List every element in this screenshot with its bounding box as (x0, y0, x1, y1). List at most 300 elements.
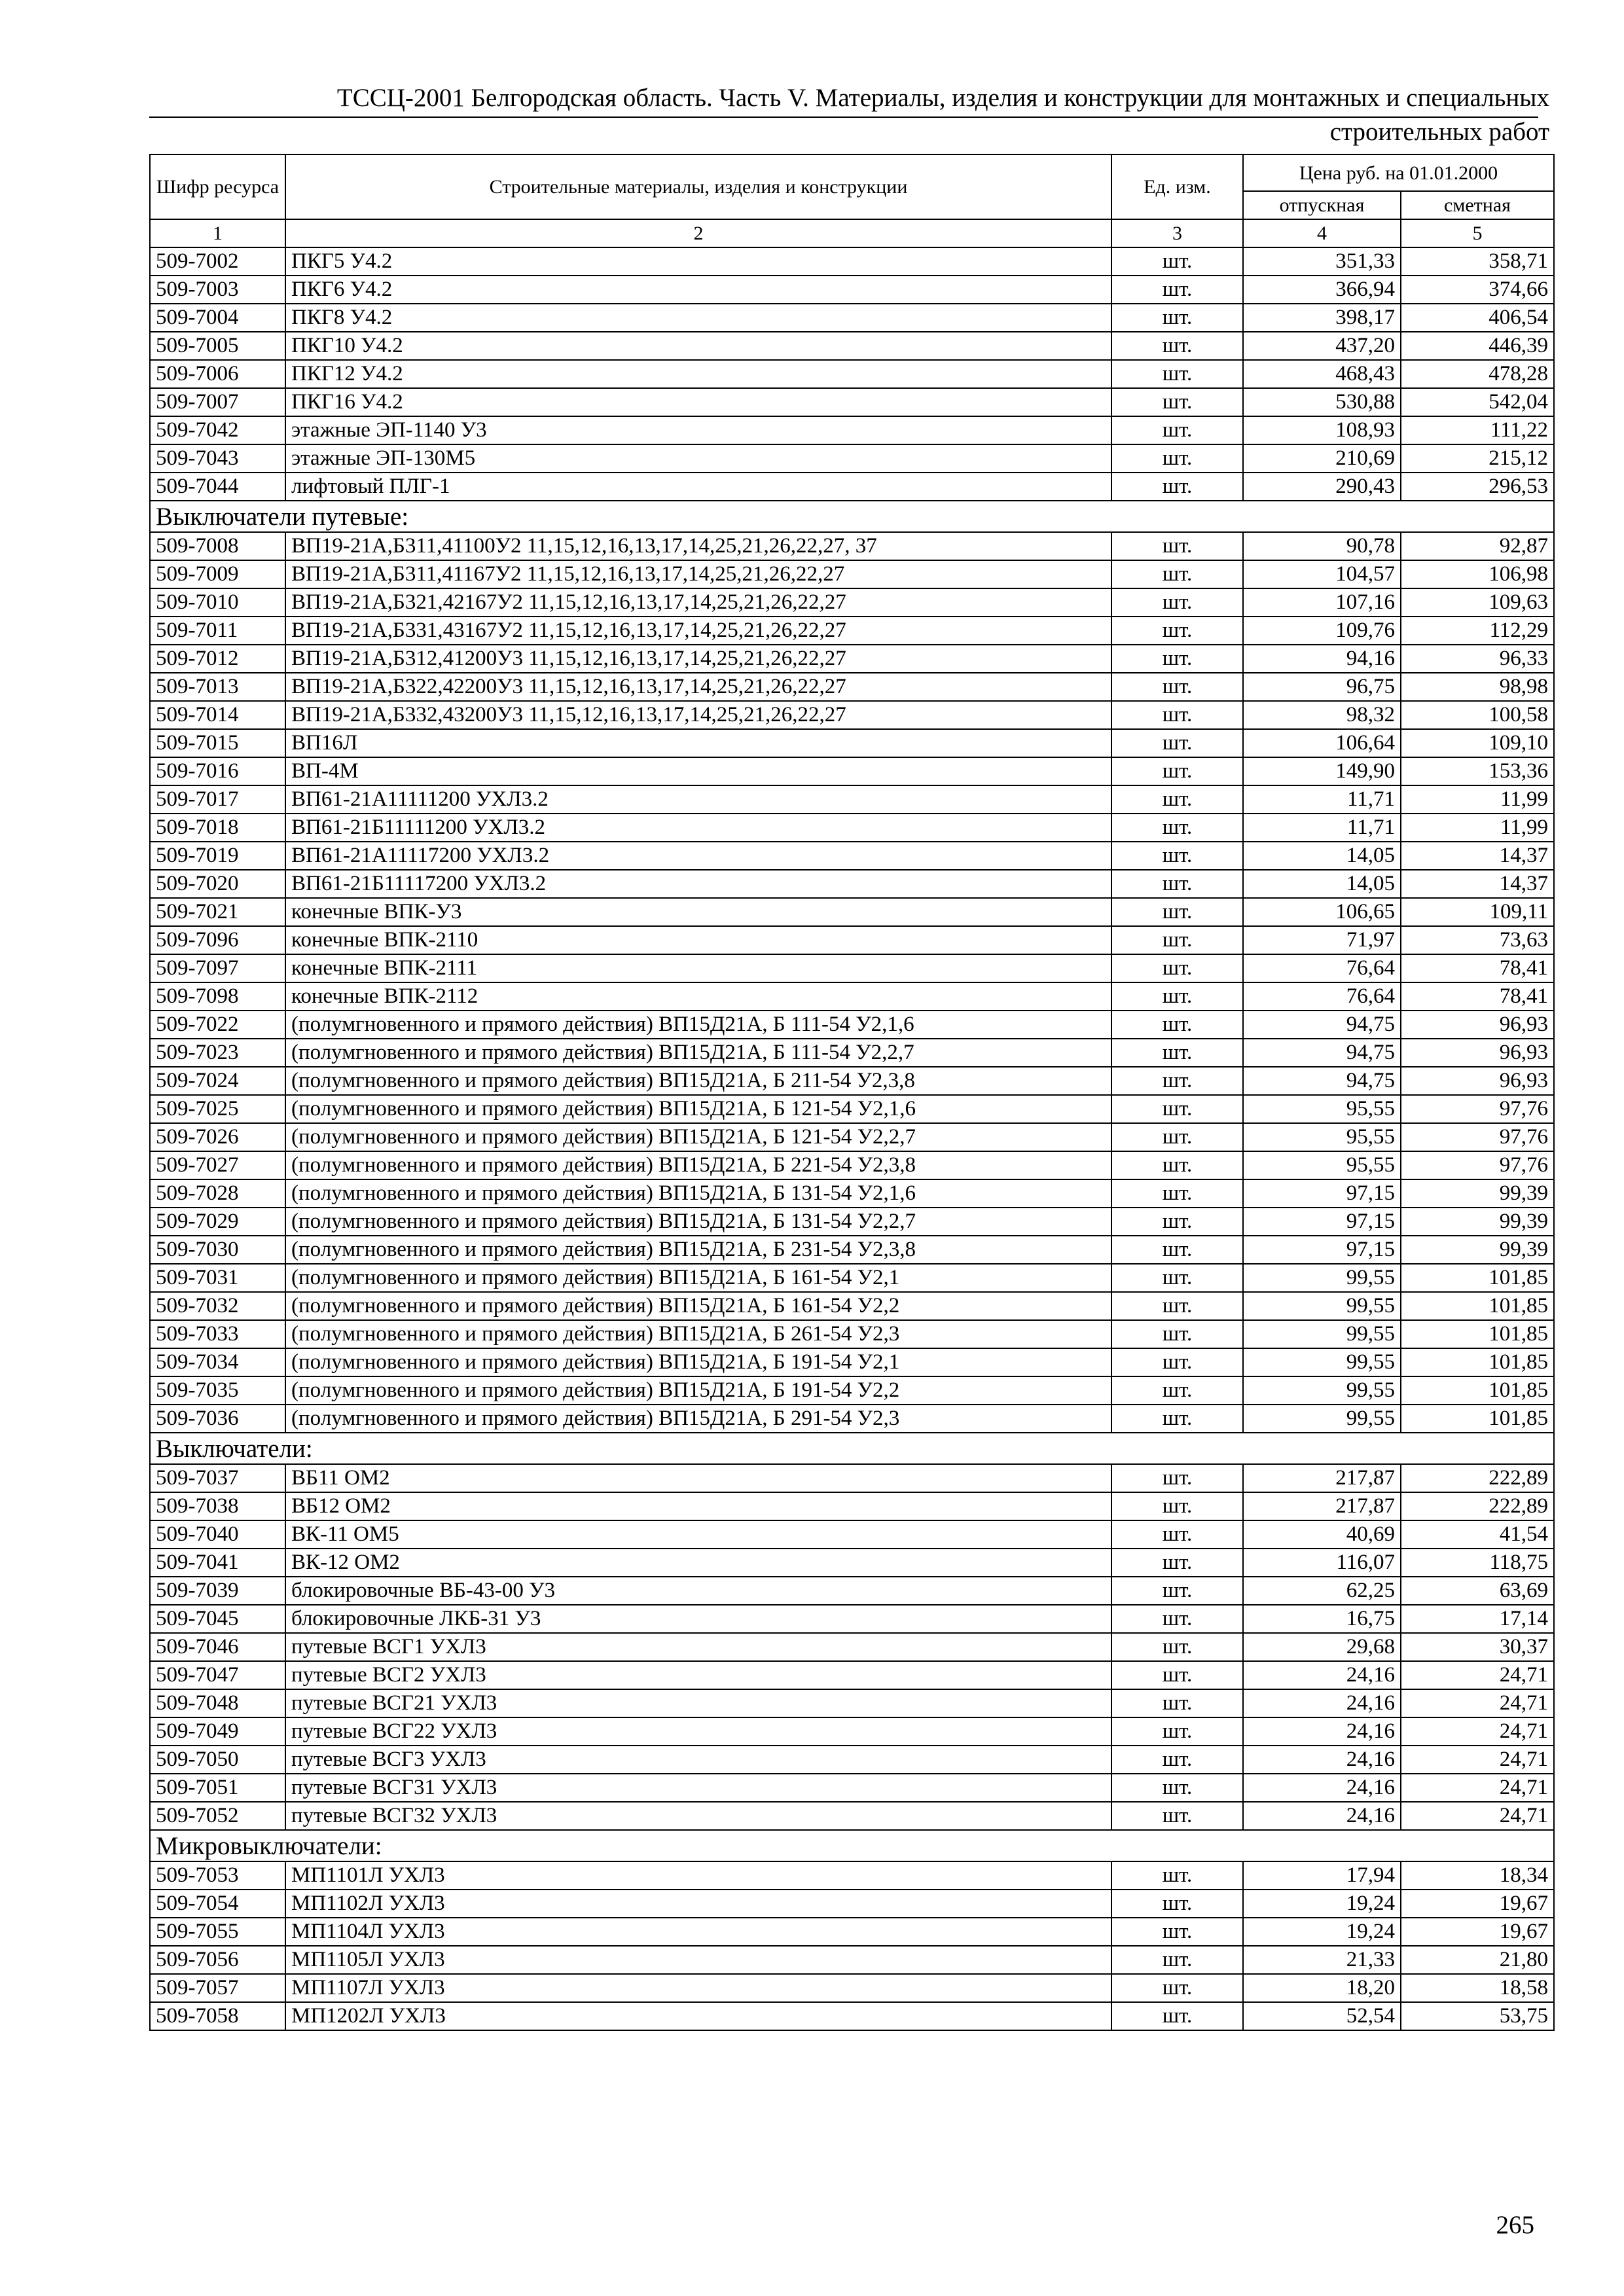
section-row (150, 1433, 1554, 1464)
material-name-cell: путевые ВСГ22 УХЛ3 (285, 1717, 1111, 1746)
unit-cell: шт. (1111, 2002, 1243, 2030)
material-name-cell: этажные ЭП-1140 У3 (285, 416, 1111, 444)
release-price-cell: 149,90 (1243, 757, 1401, 785)
material-name-cell: ПКГ5 У4.2 (285, 247, 1111, 276)
material-name-cell: (полумгновенного и прямого действия) ВП15Д21А, Б 211-54 У2,3,8 (285, 1067, 1111, 1095)
table-row (150, 1011, 1554, 1039)
unit-cell: шт. (1111, 1802, 1243, 1830)
material-name-cell: ВБ12 ОМ2 (285, 1492, 1111, 1520)
release-price-cell: 94,16 (1243, 645, 1401, 673)
material-name-cell: ПКГ8 У4.2 (285, 304, 1111, 332)
table-row (150, 785, 1554, 814)
material-name-cell: блокировочные ВБ-43-00 У3 (285, 1577, 1111, 1605)
resource-code-cell: 509-7097 (150, 954, 285, 982)
release-price-cell: 95,55 (1243, 1095, 1401, 1123)
release-price-cell: 19,24 (1243, 1918, 1401, 1946)
table-row (150, 1376, 1554, 1405)
unit-cell: шт. (1111, 757, 1243, 785)
resource-code-cell: 509-7019 (150, 842, 285, 870)
material-name-cell: ВП16Л (285, 729, 1111, 757)
unit-cell: шт. (1111, 1633, 1243, 1661)
resource-code-cell: 509-7057 (150, 1974, 285, 2002)
table-row (150, 1689, 1554, 1717)
estimate-price-cell: 99,39 (1401, 1208, 1554, 1236)
estimate-price-cell: 73,63 (1401, 926, 1554, 954)
table-row (150, 1746, 1554, 1774)
table-row (150, 444, 1554, 473)
estimate-price-cell: 215,12 (1401, 444, 1554, 473)
release-price-cell: 94,75 (1243, 1067, 1401, 1095)
resource-code-cell: 509-7044 (150, 473, 285, 501)
release-price-cell: 24,16 (1243, 1689, 1401, 1717)
unit-cell: шт. (1111, 1464, 1243, 1492)
resource-code-cell: 509-7009 (150, 560, 285, 588)
resource-code-cell: 509-7048 (150, 1689, 285, 1717)
release-price-cell: 29,68 (1243, 1633, 1401, 1661)
unit-cell: шт. (1111, 1577, 1243, 1605)
material-name-cell: (полумгновенного и прямого действия) ВП15Д21А, Б 221-54 У2,3,8 (285, 1151, 1111, 1179)
resource-code-cell: 509-7051 (150, 1774, 285, 1802)
col-number: 1 (150, 219, 285, 247)
unit-cell: шт. (1111, 360, 1243, 388)
resource-code-cell: 509-7034 (150, 1348, 285, 1376)
unit-cell: шт. (1111, 1717, 1243, 1746)
table-row (150, 1039, 1554, 1067)
resource-code-cell: 509-7013 (150, 673, 285, 701)
release-price-cell: 99,55 (1243, 1405, 1401, 1433)
table-row (150, 1605, 1554, 1633)
unit-cell: шт. (1111, 701, 1243, 729)
material-name-cell: (полумгновенного и прямого действия) ВП15Д21А, Б 121-54 У2,1,6 (285, 1095, 1111, 1123)
material-name-cell: ПКГ10 У4.2 (285, 332, 1111, 360)
unit-cell: шт. (1111, 1661, 1243, 1689)
release-price-cell: 210,69 (1243, 444, 1401, 473)
material-name-cell: (полумгновенного и прямого действия) ВП15Д21А, Б 131-54 У2,2,7 (285, 1208, 1111, 1236)
unit-cell: шт. (1111, 1689, 1243, 1717)
table-row (150, 673, 1554, 701)
material-name-cell: путевые ВСГ2 УХЛ3 (285, 1661, 1111, 1689)
unit-cell: шт. (1111, 1774, 1243, 1802)
col-number: 5 (1401, 219, 1554, 247)
table-row (150, 332, 1554, 360)
unit-cell: шт. (1111, 473, 1243, 501)
resource-code-cell: 509-7043 (150, 444, 285, 473)
estimate-price-cell: 30,37 (1401, 1633, 1554, 1661)
material-name-cell: ВП61-21Б11111200 УХЛ3.2 (285, 814, 1111, 842)
price-table (149, 154, 1555, 2031)
material-name-cell: путевые ВСГ31 УХЛ3 (285, 1774, 1111, 1802)
unit-cell: шт. (1111, 1890, 1243, 1918)
release-price-cell: 94,75 (1243, 1039, 1401, 1067)
estimate-price-cell: 18,58 (1401, 1974, 1554, 2002)
estimate-price-cell: 24,71 (1401, 1802, 1554, 1830)
release-price-cell: 99,55 (1243, 1292, 1401, 1320)
resource-code-cell: 509-7039 (150, 1577, 285, 1605)
material-name-cell: ВК-11 ОМ5 (285, 1520, 1111, 1549)
material-name-cell: (полумгновенного и прямого действия) ВП15Д21А, Б 231-54 У2,3,8 (285, 1236, 1111, 1264)
unit-cell: шт. (1111, 1405, 1243, 1433)
col-header-estimate: сметная (1401, 191, 1554, 219)
resource-code-cell: 509-7036 (150, 1405, 285, 1433)
unit-cell: шт. (1111, 729, 1243, 757)
release-price-cell: 217,87 (1243, 1492, 1401, 1520)
estimate-price-cell: 222,89 (1401, 1492, 1554, 1520)
unit-cell: шт. (1111, 1918, 1243, 1946)
col-number: 3 (1111, 219, 1243, 247)
unit-cell: шт. (1111, 814, 1243, 842)
resource-code-cell: 509-7031 (150, 1264, 285, 1292)
release-price-cell: 62,25 (1243, 1577, 1401, 1605)
unit-cell: шт. (1111, 588, 1243, 617)
estimate-price-cell: 446,39 (1401, 332, 1554, 360)
material-name-cell: МП1104Л УХЛ3 (285, 1918, 1111, 1946)
material-name-cell: ВП61-21Б11117200 УХЛ3.2 (285, 870, 1111, 898)
table-row (150, 276, 1554, 304)
estimate-price-cell: 96,93 (1401, 1039, 1554, 1067)
resource-code-cell: 509-7028 (150, 1179, 285, 1208)
material-name-cell: ВК-12 ОМ2 (285, 1549, 1111, 1577)
estimate-price-cell: 478,28 (1401, 360, 1554, 388)
estimate-price-cell: 358,71 (1401, 247, 1554, 276)
unit-cell: шт. (1111, 1095, 1243, 1123)
estimate-price-cell: 96,93 (1401, 1067, 1554, 1095)
resource-code-cell: 509-7026 (150, 1123, 285, 1151)
release-price-cell: 290,43 (1243, 473, 1401, 501)
unit-cell: шт. (1111, 388, 1243, 416)
resource-code-cell: 509-7058 (150, 2002, 285, 2030)
resource-code-cell: 509-7018 (150, 814, 285, 842)
estimate-price-cell: 374,66 (1401, 276, 1554, 304)
release-price-cell: 217,87 (1243, 1464, 1401, 1492)
estimate-price-cell: 101,85 (1401, 1376, 1554, 1405)
resource-code-cell: 509-7038 (150, 1492, 285, 1520)
table-row (150, 388, 1554, 416)
resource-code-cell: 509-7098 (150, 982, 285, 1011)
resource-code-cell: 509-7096 (150, 926, 285, 954)
table-row (150, 1802, 1554, 1830)
estimate-price-cell: 92,87 (1401, 532, 1554, 560)
table-row (150, 1549, 1554, 1577)
estimate-price-cell: 14,37 (1401, 870, 1554, 898)
resource-code-cell: 509-7023 (150, 1039, 285, 1067)
table-row (150, 814, 1554, 842)
unit-cell: шт. (1111, 842, 1243, 870)
resource-code-cell: 509-7024 (150, 1067, 285, 1095)
material-name-cell: ВП19-21А,Б332,43200У3 11,15,12,16,13,17,14,25,21,26,22,27 (285, 701, 1111, 729)
material-name-cell: путевые ВСГ1 УХЛ3 (285, 1633, 1111, 1661)
table-row (150, 416, 1554, 444)
running-header-line2: строительных работ (1329, 118, 1549, 146)
unit-cell: шт. (1111, 1067, 1243, 1095)
unit-cell: шт. (1111, 898, 1243, 926)
table-row (150, 757, 1554, 785)
material-name-cell: конечные ВПК-У3 (285, 898, 1111, 926)
resource-code-cell: 509-7025 (150, 1095, 285, 1123)
material-name-cell: (полумгновенного и прямого действия) ВП15Д21А, Б 261-54 У2,3 (285, 1320, 1111, 1348)
material-name-cell: ВП19-21А,Б311,41100У2 11,15,12,16,13,17,14,25,21,26,22,27, 37 (285, 532, 1111, 560)
table-row (150, 1123, 1554, 1151)
table-row (150, 1520, 1554, 1549)
material-name-cell: блокировочные ЛКБ-31 У3 (285, 1605, 1111, 1633)
material-name-cell: ПКГ12 У4.2 (285, 360, 1111, 388)
unit-cell: шт. (1111, 954, 1243, 982)
unit-cell: шт. (1111, 1292, 1243, 1320)
material-name-cell: МП1105Л УХЛ3 (285, 1946, 1111, 1974)
release-price-cell: 17,94 (1243, 1861, 1401, 1890)
unit-cell: шт. (1111, 1264, 1243, 1292)
table-row (150, 1095, 1554, 1123)
material-name-cell: МП1102Л УХЛ3 (285, 1890, 1111, 1918)
table-row (150, 1151, 1554, 1179)
unit-cell: шт. (1111, 444, 1243, 473)
resource-code-cell: 509-7027 (150, 1151, 285, 1179)
estimate-price-cell: 101,85 (1401, 1320, 1554, 1348)
resource-code-cell: 509-7015 (150, 729, 285, 757)
table-row (150, 532, 1554, 560)
resource-code-cell: 509-7040 (150, 1520, 285, 1549)
resource-code-cell: 509-7002 (150, 247, 285, 276)
material-name-cell: (полумгновенного и прямого действия) ВП15Д21А, Б 191-54 У2,2 (285, 1376, 1111, 1405)
resource-code-cell: 509-7022 (150, 1011, 285, 1039)
release-price-cell: 99,55 (1243, 1348, 1401, 1376)
material-name-cell: ВП19-21А,Б322,42200У3 11,15,12,16,13,17,14,25,21,26,22,27 (285, 673, 1111, 701)
page-number: 265 (1496, 2211, 1534, 2239)
table-row (150, 1464, 1554, 1492)
unit-cell: шт. (1111, 870, 1243, 898)
material-name-cell: конечные ВПК-2111 (285, 954, 1111, 982)
table-row (150, 1974, 1554, 2002)
unit-cell: шт. (1111, 1549, 1243, 1577)
resource-code-cell: 509-7045 (150, 1605, 285, 1633)
estimate-price-cell: 11,99 (1401, 785, 1554, 814)
estimate-price-cell: 14,37 (1401, 842, 1554, 870)
estimate-price-cell: 101,85 (1401, 1348, 1554, 1376)
col-header-code: Шифр ресурса (150, 154, 285, 219)
estimate-price-cell: 542,04 (1401, 388, 1554, 416)
release-price-cell: 76,64 (1243, 982, 1401, 1011)
table-row (150, 1236, 1554, 1264)
material-name-cell: ВП61-21А11111200 УХЛ3.2 (285, 785, 1111, 814)
resource-code-cell: 509-7003 (150, 276, 285, 304)
table-row (150, 304, 1554, 332)
table-row (150, 1405, 1554, 1433)
release-price-cell: 95,55 (1243, 1123, 1401, 1151)
table-row (150, 1918, 1554, 1946)
material-name-cell: путевые ВСГ3 УХЛ3 (285, 1746, 1111, 1774)
material-name-cell: ВП19-21А,Б331,43167У2 11,15,12,16,13,17,14,25,21,26,22,27 (285, 617, 1111, 645)
resource-code-cell: 509-7046 (150, 1633, 285, 1661)
release-price-cell: 71,97 (1243, 926, 1401, 954)
release-price-cell: 24,16 (1243, 1661, 1401, 1689)
table-row (150, 870, 1554, 898)
release-price-cell: 95,55 (1243, 1151, 1401, 1179)
resource-code-cell: 509-7054 (150, 1890, 285, 1918)
resource-code-cell: 509-7052 (150, 1802, 285, 1830)
material-name-cell: (полумгновенного и прямого действия) ВП15Д21А, Б 111-54 У2,1,6 (285, 1011, 1111, 1039)
estimate-price-cell: 24,71 (1401, 1746, 1554, 1774)
resource-code-cell: 509-7005 (150, 332, 285, 360)
estimate-price-cell: 406,54 (1401, 304, 1554, 332)
release-price-cell: 24,16 (1243, 1774, 1401, 1802)
unit-cell: шт. (1111, 1520, 1243, 1549)
release-price-cell: 116,07 (1243, 1549, 1401, 1577)
table-row (150, 1946, 1554, 1974)
resource-code-cell: 509-7053 (150, 1861, 285, 1890)
table-row (150, 1774, 1554, 1802)
estimate-price-cell: 100,58 (1401, 701, 1554, 729)
unit-cell: шт. (1111, 1011, 1243, 1039)
table-row (150, 1067, 1554, 1095)
release-price-cell: 104,57 (1243, 560, 1401, 588)
column-numbers-row (150, 219, 1554, 247)
release-price-cell: 24,16 (1243, 1746, 1401, 1774)
table-row (150, 1492, 1554, 1520)
table-row (150, 1890, 1554, 1918)
col-number: 2 (285, 219, 1111, 247)
release-price-cell: 94,75 (1243, 1011, 1401, 1039)
resource-code-cell: 509-7012 (150, 645, 285, 673)
unit-cell: шт. (1111, 532, 1243, 560)
estimate-price-cell: 24,71 (1401, 1661, 1554, 1689)
estimate-price-cell: 112,29 (1401, 617, 1554, 645)
resource-code-cell: 509-7010 (150, 588, 285, 617)
material-name-cell: (полумгновенного и прямого действия) ВП15Д21А, Б 191-54 У2,1 (285, 1348, 1111, 1376)
table-row (150, 360, 1554, 388)
unit-cell: шт. (1111, 1320, 1243, 1348)
estimate-price-cell: 24,71 (1401, 1774, 1554, 1802)
release-price-cell: 14,05 (1243, 842, 1401, 870)
estimate-price-cell: 19,67 (1401, 1918, 1554, 1946)
material-name-cell: этажные ЭП-130М5 (285, 444, 1111, 473)
resource-code-cell: 509-7016 (150, 757, 285, 785)
release-price-cell: 530,88 (1243, 388, 1401, 416)
release-price-cell: 97,15 (1243, 1179, 1401, 1208)
table-row (150, 2002, 1554, 2030)
unit-cell: шт. (1111, 1946, 1243, 1974)
material-name-cell: МП1202Л УХЛ3 (285, 2002, 1111, 2030)
table-row (150, 701, 1554, 729)
release-price-cell: 21,33 (1243, 1946, 1401, 1974)
release-price-cell: 108,93 (1243, 416, 1401, 444)
release-price-cell: 24,16 (1243, 1802, 1401, 1830)
estimate-price-cell: 24,71 (1401, 1717, 1554, 1746)
material-name-cell: ВП19-21А,Б312,41200У3 11,15,12,16,13,17,14,25,21,26,22,27 (285, 645, 1111, 673)
material-name-cell: путевые ВСГ32 УХЛ3 (285, 1802, 1111, 1830)
estimate-price-cell: 96,93 (1401, 1011, 1554, 1039)
unit-cell: шт. (1111, 673, 1243, 701)
resource-code-cell: 509-7037 (150, 1464, 285, 1492)
unit-cell: шт. (1111, 1376, 1243, 1405)
unit-cell: шт. (1111, 1208, 1243, 1236)
estimate-price-cell: 18,34 (1401, 1861, 1554, 1890)
table-body (150, 247, 1554, 2030)
release-price-cell: 97,15 (1243, 1236, 1401, 1264)
estimate-price-cell: 296,53 (1401, 473, 1554, 501)
estimate-price-cell: 101,85 (1401, 1405, 1554, 1433)
estimate-price-cell: 99,39 (1401, 1179, 1554, 1208)
release-price-cell: 19,24 (1243, 1890, 1401, 1918)
release-price-cell: 366,94 (1243, 276, 1401, 304)
material-name-cell: ВП19-21А,Б321,42167У2 11,15,12,16,13,17,14,25,21,26,22,27 (285, 588, 1111, 617)
release-price-cell: 468,43 (1243, 360, 1401, 388)
release-price-cell: 107,16 (1243, 588, 1401, 617)
resource-code-cell: 509-7017 (150, 785, 285, 814)
section-row (150, 1830, 1554, 1861)
estimate-price-cell: 109,63 (1401, 588, 1554, 617)
release-price-cell: 437,20 (1243, 332, 1401, 360)
unit-cell: шт. (1111, 1236, 1243, 1264)
resource-code-cell: 509-7056 (150, 1946, 285, 1974)
unit-cell: шт. (1111, 1492, 1243, 1520)
estimate-price-cell: 109,11 (1401, 898, 1554, 926)
resource-code-cell: 509-7055 (150, 1918, 285, 1946)
material-name-cell: (полумгновенного и прямого действия) ВП15Д21А, Б 291-54 У2,3 (285, 1405, 1111, 1433)
estimate-price-cell: 11,99 (1401, 814, 1554, 842)
estimate-price-cell: 222,89 (1401, 1464, 1554, 1492)
material-name-cell: (полумгновенного и прямого действия) ВП15Д21А, Б 111-54 У2,2,7 (285, 1039, 1111, 1067)
unit-cell: шт. (1111, 1151, 1243, 1179)
section-heading: Выключатели путевые: (150, 501, 1554, 532)
release-price-cell: 52,54 (1243, 2002, 1401, 2030)
resource-code-cell: 509-7020 (150, 870, 285, 898)
unit-cell: шт. (1111, 1179, 1243, 1208)
material-name-cell: ВБ11 ОМ2 (285, 1464, 1111, 1492)
unit-cell: шт. (1111, 560, 1243, 588)
material-name-cell: ВП-4М (285, 757, 1111, 785)
material-name-cell: конечные ВПК-2110 (285, 926, 1111, 954)
resource-code-cell: 509-7008 (150, 532, 285, 560)
release-price-cell: 98,32 (1243, 701, 1401, 729)
estimate-price-cell: 153,36 (1401, 757, 1554, 785)
release-price-cell: 109,76 (1243, 617, 1401, 645)
table-row (150, 926, 1554, 954)
unit-cell: шт. (1111, 1861, 1243, 1890)
resource-code-cell: 509-7050 (150, 1746, 285, 1774)
table-row (150, 1577, 1554, 1605)
material-name-cell: ПКГ6 У4.2 (285, 276, 1111, 304)
table-row (150, 1320, 1554, 1348)
unit-cell: шт. (1111, 785, 1243, 814)
resource-code-cell: 509-7047 (150, 1661, 285, 1689)
release-price-cell: 16,75 (1243, 1605, 1401, 1633)
table-row (150, 617, 1554, 645)
resource-code-cell: 509-7033 (150, 1320, 285, 1348)
table-row (150, 473, 1554, 501)
running-header-line1: ТССЦ-2001 Белгородская область. Часть V. Материалы, изделия и конструкции для монтажных и специальных (336, 84, 1549, 112)
unit-cell: шт. (1111, 332, 1243, 360)
table-row (150, 1292, 1554, 1320)
release-price-cell: 90,78 (1243, 532, 1401, 560)
unit-cell: шт. (1111, 247, 1243, 276)
resource-code-cell: 509-7014 (150, 701, 285, 729)
table-row (150, 1633, 1554, 1661)
col-header-name: Строительные материалы, изделия и конструкции (285, 154, 1111, 219)
release-price-cell: 14,05 (1243, 870, 1401, 898)
section-heading: Микровыключатели: (150, 1830, 1554, 1861)
table-row (150, 560, 1554, 588)
release-price-cell: 40,69 (1243, 1520, 1401, 1549)
resource-code-cell: 509-7006 (150, 360, 285, 388)
table-row (150, 1179, 1554, 1208)
estimate-price-cell: 97,76 (1401, 1151, 1554, 1179)
resource-code-cell: 509-7035 (150, 1376, 285, 1405)
unit-cell: шт. (1111, 276, 1243, 304)
material-name-cell: МП1101Л УХЛ3 (285, 1861, 1111, 1890)
section-heading: Выключатели: (150, 1433, 1554, 1464)
unit-cell: шт. (1111, 1605, 1243, 1633)
estimate-price-cell: 106,98 (1401, 560, 1554, 588)
resource-code-cell: 509-7041 (150, 1549, 285, 1577)
